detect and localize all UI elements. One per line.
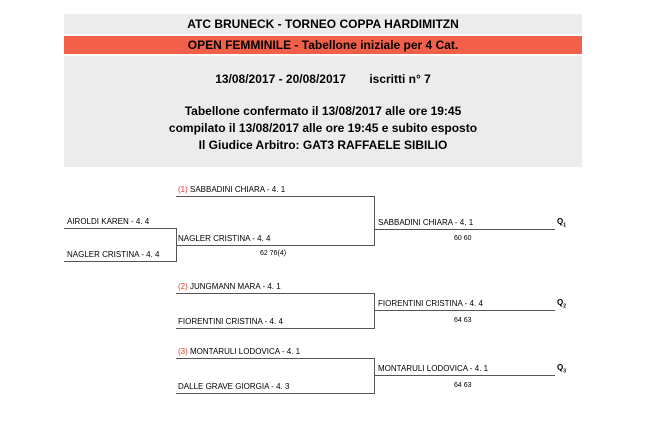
player-sabbadini-r1 [178, 185, 285, 195]
qualifier-label: $Q_3$ [557, 363, 567, 375]
player-name: JUNGMANN MARA - 4. 1 [187, 282, 281, 291]
seed-number: (2) [178, 282, 188, 291]
player-name: MONTARULI LODOVICA - 4. 1 [187, 347, 301, 356]
player-montaruli-r1 [178, 347, 300, 357]
winner-montaruli [378, 364, 488, 374]
winner-sabbadini [378, 218, 473, 228]
match-score: 62 76(4) [260, 250, 287, 257]
player-nagler-r1 [178, 234, 270, 244]
match-score: 64 63 [454, 382, 472, 389]
referee-line: Il Giudice Arbitro: GAT3 RAFFAELE SIBILIO [198, 138, 448, 152]
tournament-dates: 13/08/2017 - 20/08/2017 [215, 72, 346, 86]
player-name: AIROLDI KAREN - 4. 4 [67, 217, 150, 226]
player-name: FIORENTINI CRISTINA - 4. 4 [178, 317, 283, 326]
player-name: SABBADINI CHIARA - 4. 1 [378, 218, 474, 227]
player-nagler-r0 [67, 250, 159, 260]
qualifier-label: $Q_1$ [557, 217, 567, 229]
confirmed-line: Tabellone confermato il 13/08/2017 alle ore 19:45 [184, 104, 462, 118]
player-name: SABBADINI CHIARA - 4. 1 [187, 185, 286, 194]
player-name: FIORENTINI CRISTINA - 4. 4 [378, 299, 483, 308]
seed-number: (1) [178, 185, 188, 194]
qualifier-label: $Q_2$ [557, 298, 567, 310]
match-score: 60 60 [454, 235, 472, 242]
winner-fiorentini [378, 299, 483, 309]
compiled-line: compilato il 13/08/2017 alle ore 19:45 e subito esposto [168, 121, 478, 135]
player-name: MONTARULI LODOVICA - 4. 1 [378, 364, 489, 373]
player-dalle-grave [178, 382, 289, 392]
tournament-title: ATC BRUNECK - TORNEO COPPA HARDIMITZN [187, 17, 459, 31]
player-airoldi [67, 217, 149, 227]
seed-number: (3) [178, 347, 188, 356]
player-name: DALLE GRAVE GIORGIA - 4. 3 [178, 382, 290, 391]
match-score: 64 63 [454, 317, 472, 324]
entries-count: iscritti n° 7 [369, 72, 431, 86]
player-fiorentini-r1 [178, 317, 283, 327]
player-name: NAGLER CRISTINA - 4. 4 [178, 234, 271, 243]
draw-subtitle: OPEN FEMMINILE - Tabellone iniziale per 4 Cat. [187, 38, 459, 52]
player-jungmann [178, 282, 281, 292]
player-name: NAGLER CRISTINA - 4. 4 [67, 250, 160, 259]
